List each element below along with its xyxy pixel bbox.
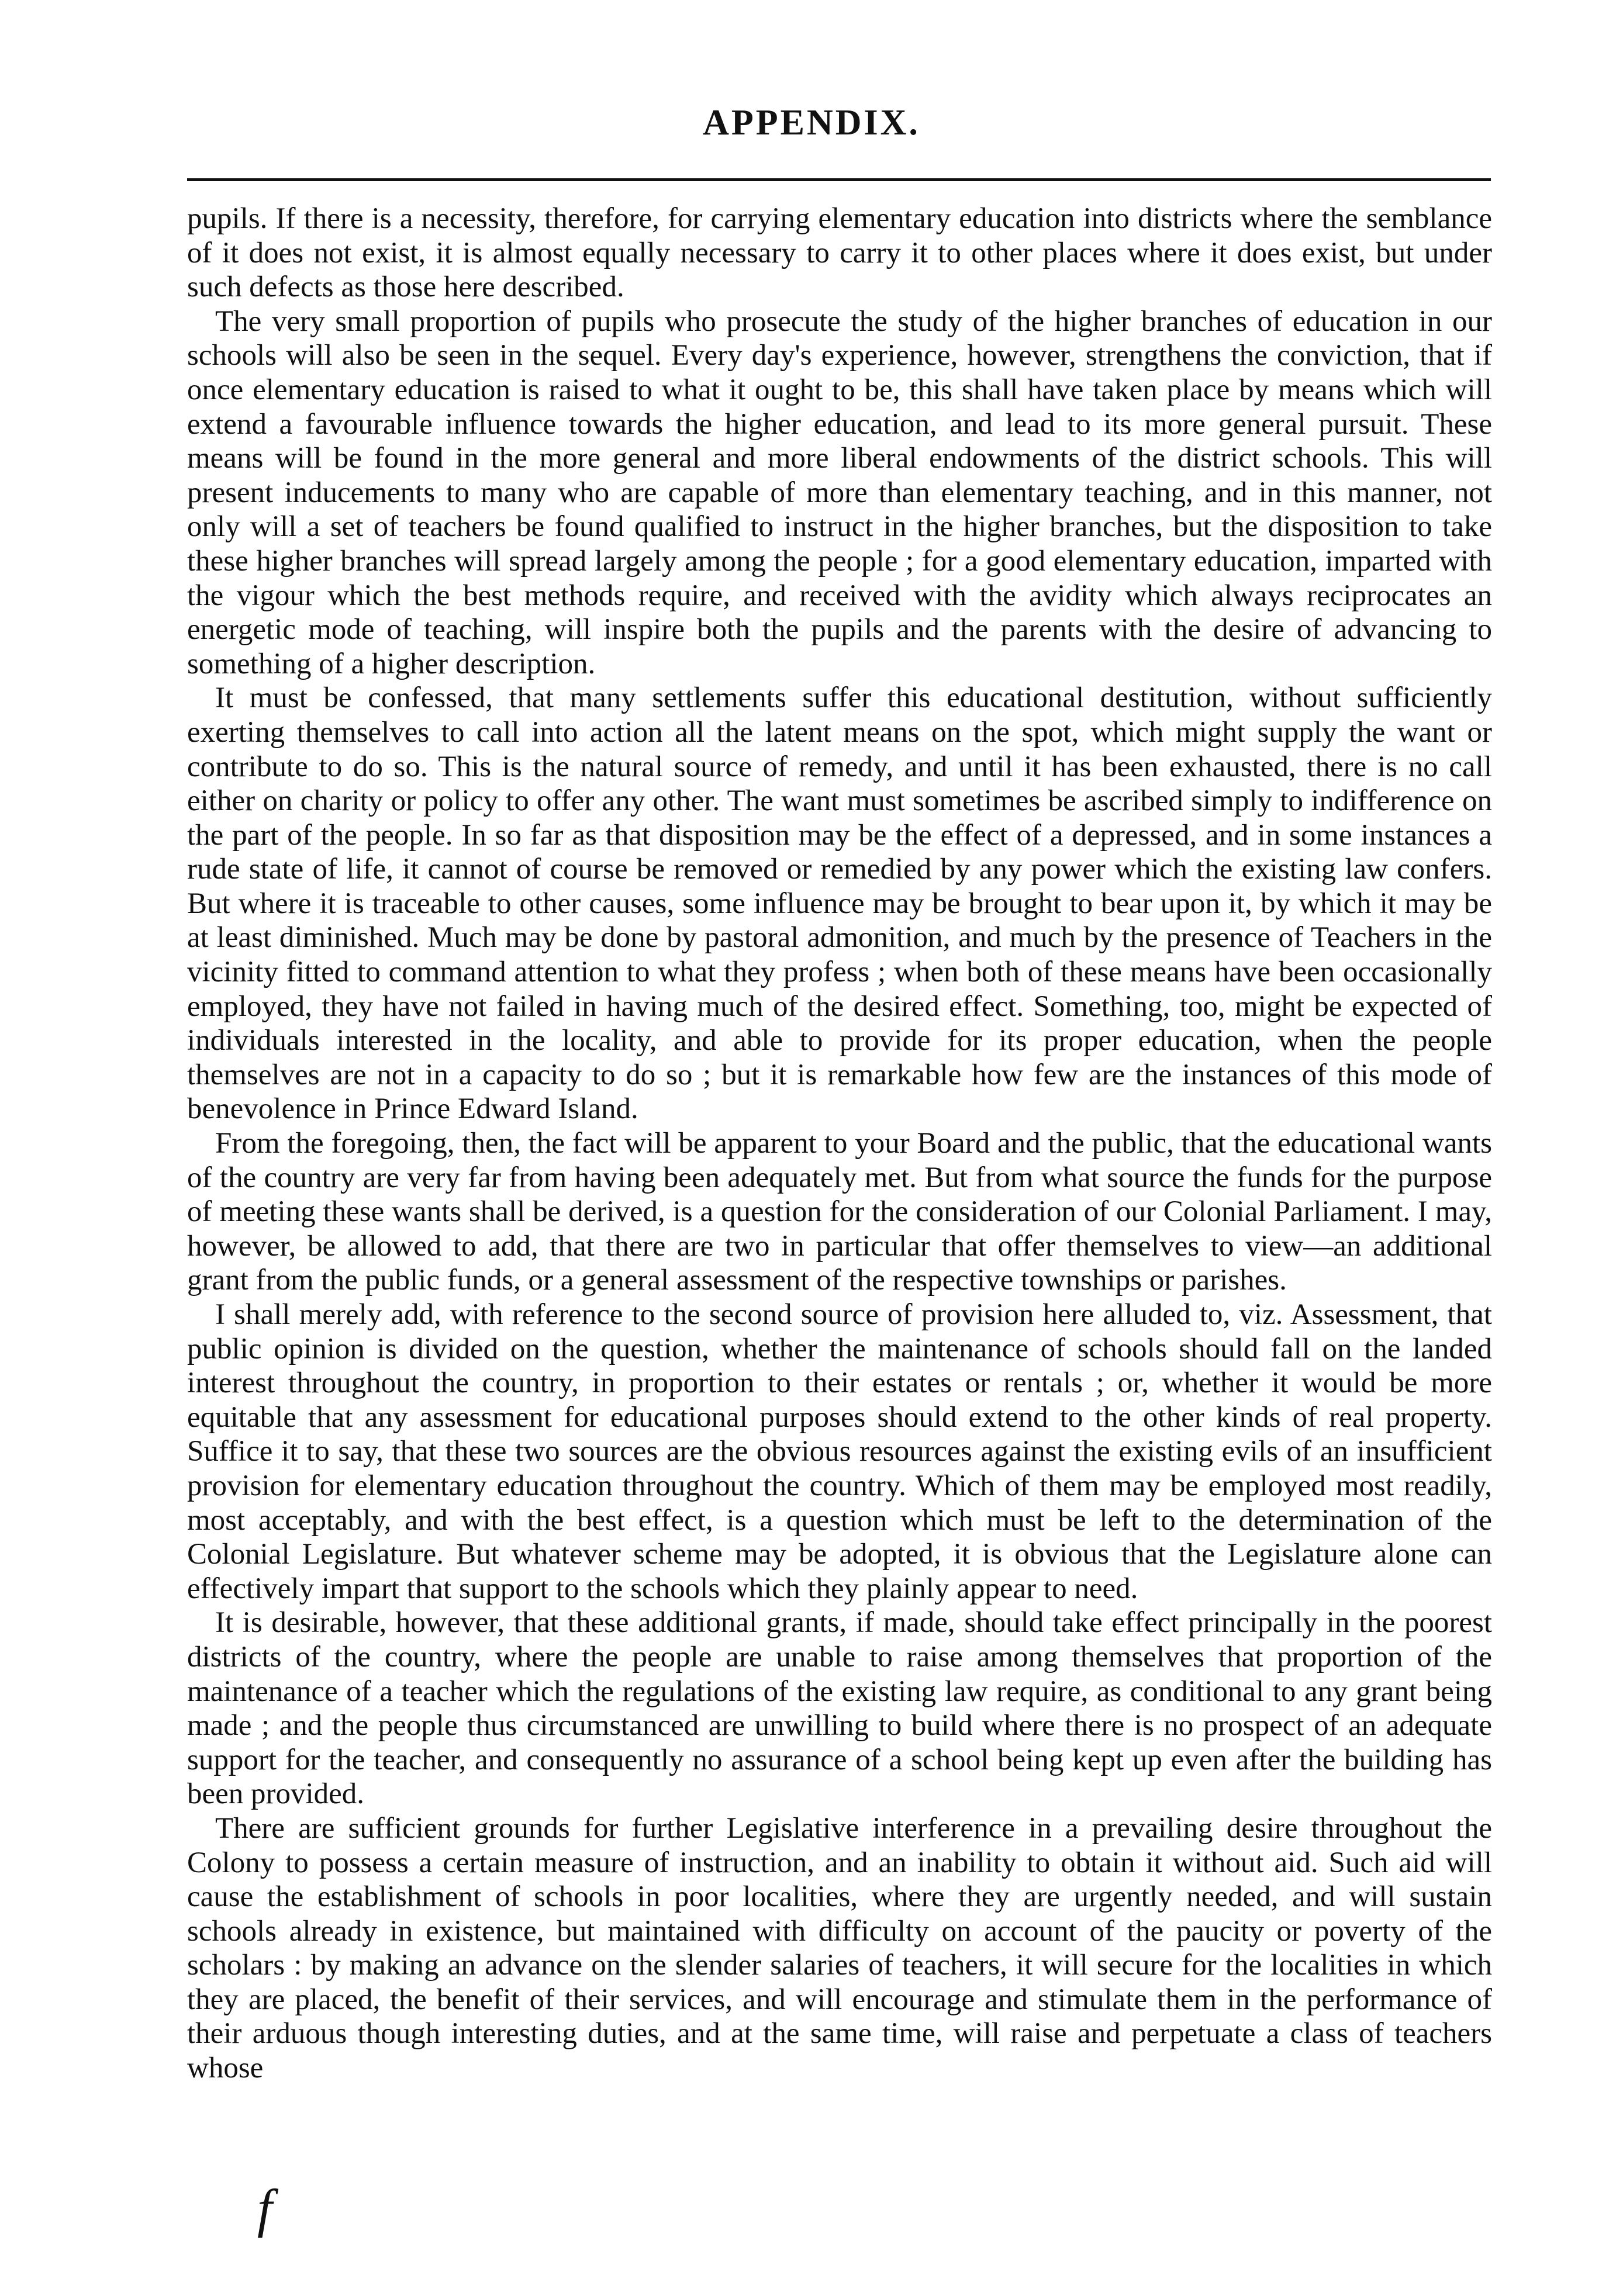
paragraph: pupils. If there is a necessity, therefore, for carrying elementary education into districts where the semblance of it does not exist, it is almost equally necessary to carry it to other places where it does exist, but under such defects as those here described. (187, 202, 1492, 304)
paragraph: I shall merely add, with reference to the second source of provision here alluded to, viz. Assessment, that public opinion is divided on the question, whether the maintenance of schools should fall on the landed interest throughout the country, in proportion to their estates or rentals ; or, whether it would be more equitable that any assessment for educational purposes should extend to the other kinds of real property. Suffice it to say, that these two sources are the obvious resources against the existing evils of an insufficient provision for elementary education throughout the country. Which of them may be employed most readily, most acceptably, and with the best effect, is a question which must be left to the determination of the Colonial Legislature. But whatever scheme may be adopted, it is obvious that the Legislature alone can effectively impart that support to the schools which they plainly appear to need. (187, 1298, 1492, 1605)
header-rule (187, 178, 1491, 181)
paragraph: From the foregoing, then, the fact will be apparent to your Board and the public, that the educational wants of the country are very far from having been adequately met. But from what source the funds for the purpose of meeting these wants shall be derived, is a question for the consideration of our Colonial Parliament. I may, however, be allowed to add, that there are two in particular that offer themselves to view—an additional grant from the public funds, or a general assessment of the respective townships or parishes. (187, 1127, 1492, 1297)
paragraph: It must be confessed, that many settlements suffer this educational destitution, without sufficiently exerting themselves to call into action all the latent means on the spot, which might supply the want or contribute to do so. This is the natural source of remedy, and until it has been exhausted, there is no call either on charity or policy to offer any other. The want must sometimes be ascribed simply to indifference on the part of the people. In so far as that disposition may be the effect of a depressed, and in some instances a rude state of life, it cannot of course be removed or remedied by any power which the existing law confers. But where it is traceable to other causes, some influence may be brought to bear upon it, by which it may be at least diminished. Much may be done by pastoral admonition, and much by the presence of Teachers in the vicinity fitted to command attention to what they profess ; when both of these means have been occasionally employed, they have not failed in having much of the desired effect. Something, too, might be expected of individuals interested in the locality, and able to provide for its proper education, when the people themselves are not in a capacity to do so ; but it is remarkable how few are the instances of this mode of benevolence in Prince Edward Island. (187, 682, 1492, 1126)
paragraph: There are sufficient grounds for further Legislative interference in a prevailing desire throughout the Colony to possess a certain measure of instruction, and an inability to obtain it without aid. Such aid will cause the establishment of schools in poor localities, where they are urgently needed, and will sustain schools already in existence, but maintained with difficulty on account of the paucity or poverty of the scholars : by making an advance on the slender salaries of teachers, it will secure for the localities in which they are placed, the benefit of their services, and will encourage and stimulate them in the performance of their arduous though interesting duties, and at the same time, will raise and perpetuate a class of teachers whose (187, 1811, 1492, 2085)
body-text (187, 202, 1492, 2086)
signature-mark: f (257, 2179, 272, 2238)
page-header: APPENDIX. (703, 103, 920, 143)
paragraph: It is desirable, however, that these additional grants, if made, should take effect principally in the poorest districts of the country, where the people are unable to raise among themselves that proportion of the maintenance of a teacher which the regulations of the existing law require, as conditional to any grant being made ; and the people thus circumstanced are unwilling to build where there is no prospect of an adequate support for the teacher, and consequently no assurance of a school being kept up even after the building has been provided. (187, 1606, 1492, 1811)
paragraph: The very small proportion of pupils who prosecute the study of the higher branches of education in our schools will also be seen in the sequel. Every day's experience, however, strengthens the conviction, that if once elementary education is raised to what it ought to be, this shall have taken place by means which will extend a favourable influence towards the higher education, and lead to its more general pursuit. These means will be found in the more general and more liberal endowments of the district schools. This will present inducements to many who are capable of more than elementary teaching, and in this manner, not only will a set of teachers be found qualified to instruct in the higher branches, but the disposition to take these higher branches will spread largely among the people ; for a good elementary education, imparted with the vigour which the best methods require, and received with the avidity which always reciprocates an energetic mode of teaching, will inspire both the pupils and the parents with the desire of advancing to something of a higher description. (187, 305, 1492, 680)
